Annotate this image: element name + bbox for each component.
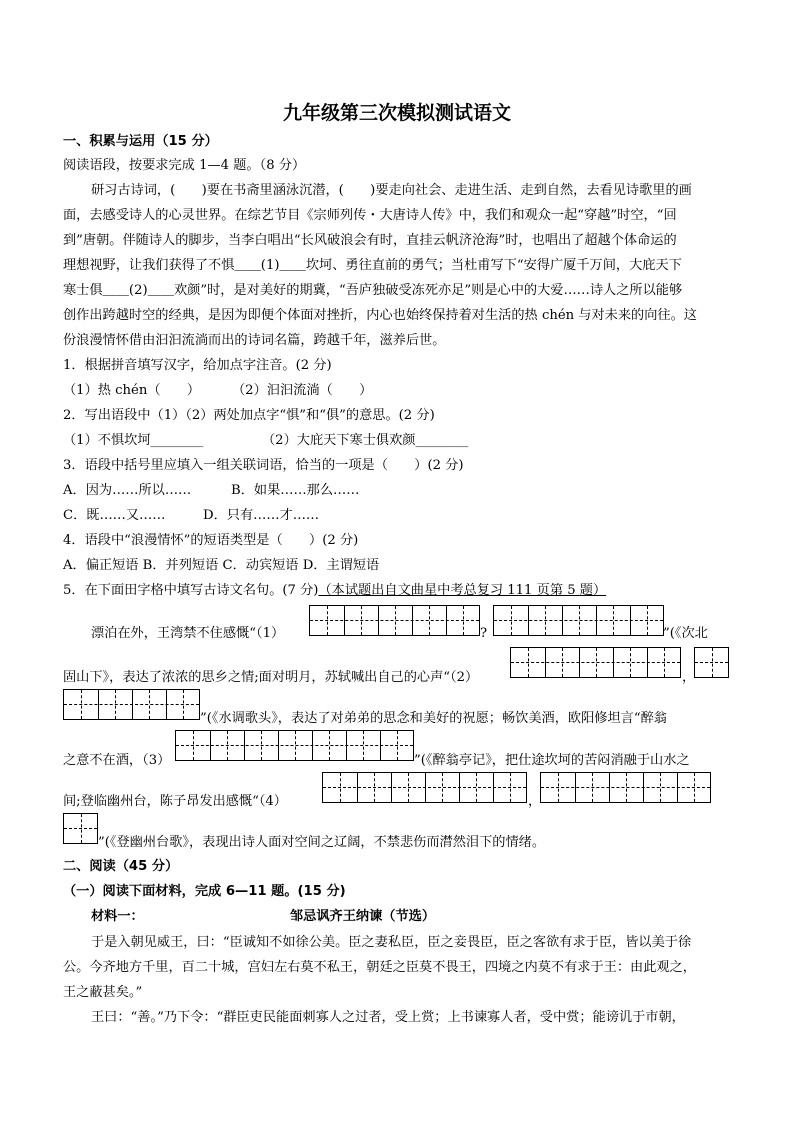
tianzige-grid-1b[interactable] bbox=[493, 605, 664, 636]
material-label: 材料一： bbox=[91, 909, 144, 924]
question-4: 4．语段中“浪漫情怀”的短语类型是（ ）(2 分) bbox=[63, 533, 359, 548]
material-text-line-4: 王曰：“善。”乃下令：“群臣吏民能面刺寡人之过者，受上赏；上书谏寡人者，受中赏；能谤讥于市朝， bbox=[91, 1010, 685, 1025]
question-3: 3．语段中括号里应填入一组关联词语，恰当的一项是（ ）(2 分) bbox=[63, 458, 464, 473]
passage-line-3: 到”唐朝。伴随诗人的脚步，当李白唱出“长风破浪会有时，直挂云帆济沧海”时，也唱出了超越个体命运的 bbox=[63, 233, 677, 248]
fill-line-1-text: 漂泊在外，王湾禁不住感慨“（1） bbox=[91, 626, 285, 641]
material-text-line-1: 于是入朝见威王，曰：“臣诚知不如徐公美。臣之妻私臣，臣之妾畏臣，臣之客欲有求于臣，皆以美于徐 bbox=[91, 935, 692, 950]
tianzige-grid-2b[interactable] bbox=[694, 647, 729, 678]
fill-line-2-text: 固山下》，表达了浓浓的思乡之情;面对明月，苏轼喊出自己的心声“（2） bbox=[63, 670, 479, 685]
question-5-source-note: （本试题出自文曲星中考总复习 111 页第 5 题） bbox=[318, 583, 607, 598]
tianzige-grid-3[interactable] bbox=[63, 689, 200, 720]
fill-line-5-comma: ， bbox=[528, 794, 542, 809]
question-3-option-a: A．因为……所以…… bbox=[63, 483, 192, 498]
tianzige-grid-5b[interactable] bbox=[540, 772, 711, 803]
question-2a: （1）不惧坎坷________ bbox=[63, 433, 204, 448]
question-2: 2．写出语段中（1）（2）两处加点字“惧”和“俱”的意思。(2 分) bbox=[63, 408, 435, 423]
passage-line-1: 研习古诗词，( )要在书斋里涵泳沉潜，( )要走向社会、走进生活、走到自然，去看见诗歌里的画 bbox=[91, 183, 692, 198]
tianzige-cells bbox=[175, 730, 414, 761]
fill-line-1-tail: ”(《次北 bbox=[663, 626, 708, 641]
question-3-option-d: D．只有……才…… bbox=[203, 508, 320, 523]
question-2b: （2）大庇天下寒士俱欢颜________ bbox=[262, 433, 469, 448]
passage-line-2: 面，去感受诗人的心灵世界。在综艺节目《宗师列传・大唐诗人传》中，我们和观众一起“穿越”时空，“回 bbox=[63, 208, 677, 223]
question-3-option-b: B．如果……那么…… bbox=[231, 483, 360, 498]
section-2-heading: 二、阅读（45 分） bbox=[63, 859, 179, 874]
material-text-line-2: 公。今齐地方千里，百二十城，宫妇左右莫不私王，朝廷之臣莫不畏王，四境之内莫不有求于王：由此观之， bbox=[63, 960, 696, 975]
tianzige-cells bbox=[540, 772, 711, 803]
tianzige-grid-2a[interactable] bbox=[510, 647, 681, 678]
question-1: 1．根据拼音填写汉字，给加点字注音。(2 分) bbox=[63, 358, 332, 373]
fill-line-2-comma: ， bbox=[682, 670, 696, 685]
tianzige-cells bbox=[309, 605, 480, 636]
question-5 bbox=[63, 582, 606, 600]
question-1a: （1）热 chén（ ） bbox=[63, 383, 201, 398]
tianzige-cells bbox=[694, 647, 729, 678]
question-5-text: 5．在下面田字格中填写古诗文名句。(7 分) bbox=[63, 583, 319, 598]
section-1-heading: 一、积累与运用（15 分） bbox=[63, 134, 218, 149]
tianzige-grid-1a[interactable] bbox=[309, 605, 480, 636]
fill-line-1-question-mark: ? bbox=[480, 626, 488, 641]
tianzige-grid-4[interactable] bbox=[175, 730, 414, 761]
material-title: 邹忌讽齐王纳谏（节选） bbox=[290, 909, 436, 924]
tianzige-cells bbox=[322, 772, 527, 803]
passage-line-7: 份浪漫情怀借由汩汩流淌而出的诗词名篇，跨越千年，滋养后世。 bbox=[63, 333, 446, 348]
passage-line-6: 创作出跨越时空的经典，是因为即便个体面对挫折，内心也始终保持着对生活的热 chén 与对未来的向往。这 bbox=[63, 308, 697, 323]
fill-line-6-text: ”(《登幽州台歌》，表现出诗人面对空间之辽阔，不禁悲伤而潸然泪下的情绪。 bbox=[98, 835, 546, 850]
section-2-sub-1: （一）阅读下面材料，完成 6—11 题。(15 分) bbox=[63, 884, 346, 899]
tianzige-grid-6[interactable] bbox=[63, 813, 98, 844]
fill-line-3-text: ”(《水调歌头》，表达了对弟弟的思念和美好的祝愿；畅饮美酒，欧阳修坦言“醉翁 bbox=[200, 711, 667, 726]
passage-line-4: 理想视野，让我们获得了不惧＿＿(1)＿＿坎坷、勇往直前的勇气；当杜甫写下“安得广厦千万间，大庇天下 bbox=[63, 258, 682, 273]
material-text-line-3: 王之蔽甚矣。” bbox=[63, 985, 143, 1000]
section-1-intro: 阅读语段，按要求完成 1—4 题。（8 分） bbox=[63, 158, 306, 173]
question-3-option-c: C．既……又…… bbox=[63, 508, 166, 523]
tianzige-cells bbox=[63, 813, 98, 844]
question-1b: （2）汩汩流淌（ ） bbox=[232, 383, 373, 398]
passage-line-5: 寒士俱＿＿(2)＿＿欢颜”时，是对美好的期冀，“吾庐独破受冻死亦足”则是心中的大爱……诗人之所以能够 bbox=[63, 283, 683, 298]
page-title: 九年级第三次模拟测试语文 bbox=[282, 102, 511, 124]
tianzige-grid-5a[interactable] bbox=[322, 772, 527, 803]
tianzige-cells bbox=[63, 689, 200, 720]
tianzige-cells bbox=[510, 647, 681, 678]
question-4-options: A．偏正短语 B．并列短语 C．动宾短语 D．主谓短语 bbox=[63, 558, 380, 573]
fill-line-5-text: 间;登临幽州台，陈子昂发出感慨“（4） bbox=[63, 794, 287, 809]
tianzige-cells bbox=[493, 605, 664, 636]
fill-line-4-text: 之意不在酒，（3） bbox=[63, 753, 171, 768]
fill-line-4-tail: ”(《醉翁亭记》，把仕途坎坷的苦闷消融于山水之 bbox=[414, 753, 690, 768]
